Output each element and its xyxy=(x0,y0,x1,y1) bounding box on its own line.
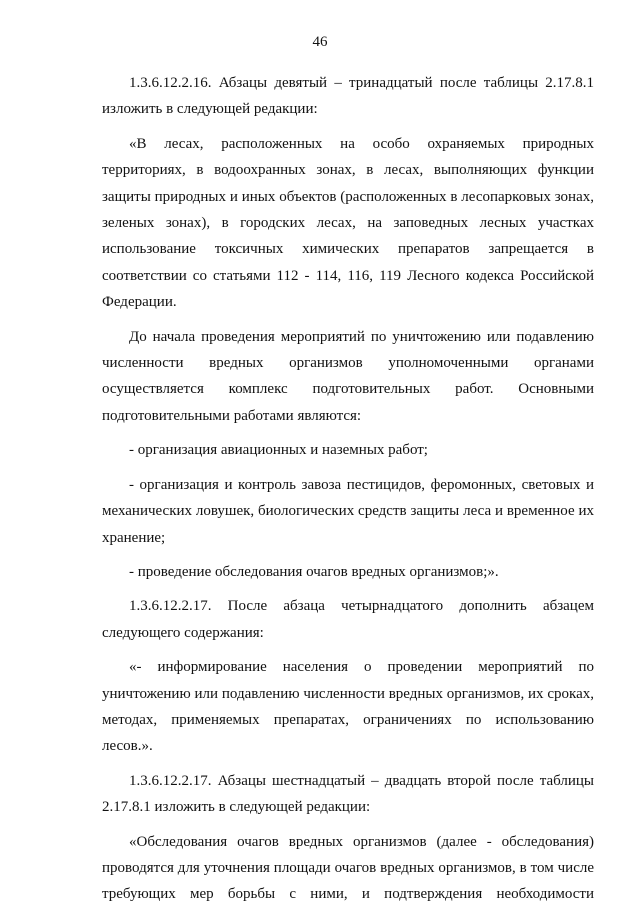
paragraph-8: «- информирование населения о проведении мероприятий по уничтожению или подавлению численности вредных организмов, их сроках, методах, применяемых препаратах, ограничениях по использованию лесов.». xyxy=(102,659,598,755)
paragraph-4: - организация авиационных и наземных работ; xyxy=(129,442,428,459)
paragraph-6: - проведение обследования очагов вредных организмов;». xyxy=(129,563,499,580)
paragraph-5: - организация и контроль завоза пестицидов, феромонных, световых и механических ловушек, биологических средств защиты леса и временное их хранение; xyxy=(102,476,598,546)
page-number: 46 xyxy=(312,34,328,50)
paragraph-3: До начала проведения мероприятий по уничтожению или подавлению численности вредных организмов уполномоченными органами осуществляется комплекс подготовительных работ. Основными подготовительными работами являются: xyxy=(102,328,598,424)
paragraph-2: «В лесах, расположенных на особо охраняемых природных территориях, в водоохранных зонах, в лесах, выполняющих функции защиты природных и иных объектов (расположенных в лесопарковых зонах, зеленых зонах), в городских лесах, на заповедных лесных участках использование токсичных химических препаратов запрещается в соответствии со статьями 112 - 114, 116, 119 Лесного кодекса Российской Федерации. xyxy=(102,135,598,311)
document-body xyxy=(102,70,598,908)
paragraph-9: 1.3.6.12.2.17. Абзацы шестнадцатый – двадцать второй после таблицы 2.17.8.1 изложить в следующей редакции: xyxy=(102,772,598,816)
paragraph-7: 1.3.6.12.2.17. После абзаца четырнадцатого дополнить абзацем следующего содержания: xyxy=(102,598,598,641)
paragraph-1: 1.3.6.12.2.16. Абзацы девятый – тринадцатый после таблицы 2.17.8.1 изложить в следующей редакции: xyxy=(102,75,598,118)
paragraph-10: «Обследования очагов вредных организмов (далее - обследования) проводятся для уточнения площади очагов вредных организмов, в том числе требующих мер борьбы с ними, и подтверждения необходимости xyxy=(102,833,598,903)
